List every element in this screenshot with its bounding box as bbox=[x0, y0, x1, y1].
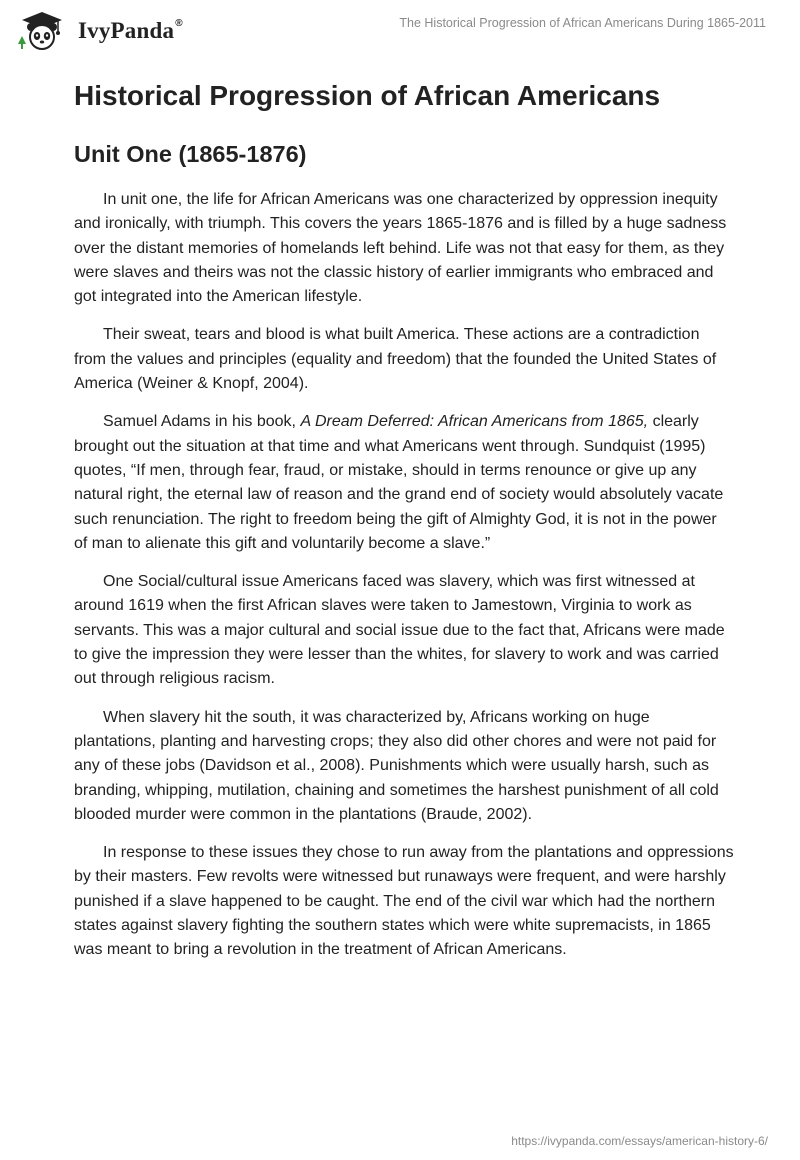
paragraph: Their sweat, tears and blood is what built America. These actions are a contradiction from the values and principles (equality and freedom) that the founded the United States of America (Weiner & Knopf, 2004). bbox=[74, 326, 717, 393]
logo[interactable] bbox=[14, 10, 183, 50]
book-title: A Dream Deferred: African Americans from 1865, bbox=[300, 413, 649, 431]
page-header bbox=[0, 0, 800, 70]
paragraph: When slavery hit the south, it was characterized by, Africans working on huge plantations, planting and harvesting crops; they also did other chores and were not paid for any of these jobs (Davidson et al., 2008). Punishments which were usually harsh, such as branding, whipping, mutilation, chaining and sometimes the harshest punishment of all cold blooded murder were common in the plantations (Braude, 2002). bbox=[74, 708, 719, 823]
logo-text: IvyPanda bbox=[78, 18, 175, 43]
paragraph: One Social/cultural issue Americans faced was slavery, which was first witnessed at around 1619 when the first African slaves were taken to Jamestown, Virginia to work as servants. This was a major cultural and social issue due to the fact that, Africans were made to give the impression they were lesser than the whites, for slavery to work and was carried out through religious racism. bbox=[74, 573, 725, 688]
document-body bbox=[74, 70, 734, 963]
panda-logo-icon bbox=[14, 10, 70, 50]
paragraph: In response to these issues they chose to run away from the plantations and oppressions by their masters. Few revolts were witnessed but runaways were frequent, and were harshly punished if a slave happened to be caught. The end of the civil war which had the northern states against slavery fighting the southern states which were white supremacists, in 1865 was meant to bring a revolution in the treatment of African Americans. bbox=[74, 844, 734, 959]
source-url[interactable]: https://ivypanda.com/essays/american-history-6/ bbox=[511, 1134, 768, 1148]
page-title: Historical Progression of African Americans bbox=[74, 80, 661, 111]
paragraph bbox=[74, 410, 734, 556]
running-title: The Historical Progression of African Americans During 1865-2011 bbox=[399, 16, 766, 30]
paragraph-text: Samuel Adams in his book, bbox=[103, 413, 301, 431]
paragraph: In unit one, the life for African Americans was one characterized by oppression inequity and ironically, with triumph. This covers the years 1865-1876 and is filled by a huge sadness over the distant memories of homelands left behind. Life was not that easy for them, as they were slaves and theirs was not the classic history of earlier immigrants who embraced and got integrated into the American lifestyle. bbox=[74, 191, 727, 306]
logo-wordmark bbox=[78, 18, 183, 44]
section-heading: Unit One (1865-1876) bbox=[74, 141, 307, 167]
paragraph-text: clearly brought out the situation at that time and what Americans went through. Sundquist (1995) quotes, “If men, through fear, fraud, or mistake, should in terms renounce or give up any natural right, the eternal law of reason and the grand end of society would absolutely vacate such renunciation. The right to freedom being the gift of Almighty God, it is not in the power of man to alienate this gift and voluntarily become a slave.” bbox=[74, 413, 724, 552]
registered-mark: ® bbox=[175, 18, 183, 29]
